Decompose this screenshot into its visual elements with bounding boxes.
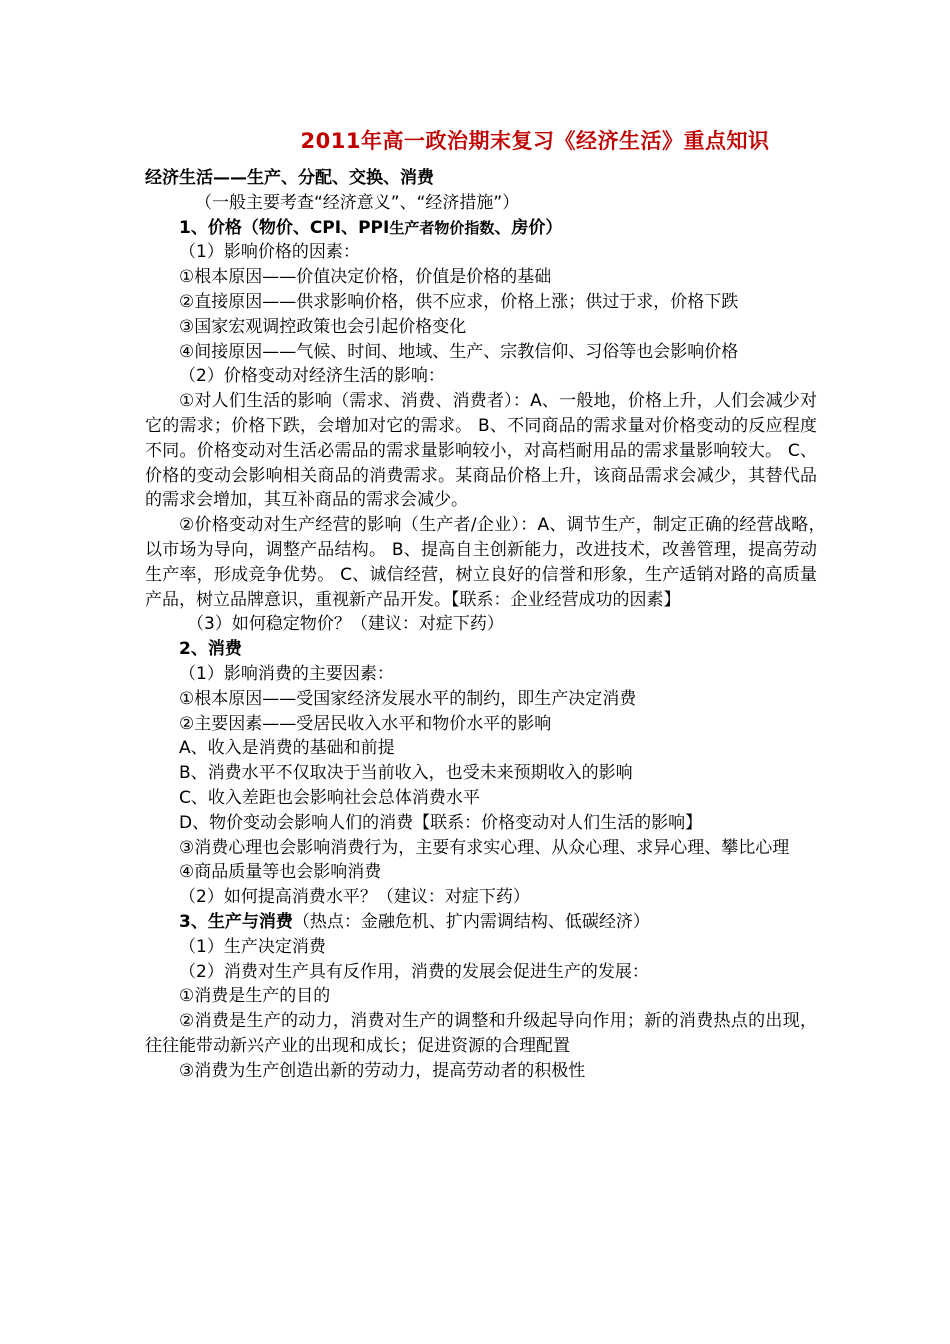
price-factor-3: ③国家宏观调控政策也会引起价格变化 xyxy=(179,316,467,337)
price-heading xyxy=(145,216,817,241)
price-heading-a: 1、价格（物价、CPI、PPI xyxy=(179,217,390,238)
consumption-factor-1: ①根本原因——受国家经济发展水平的制约，即生产决定消费 xyxy=(179,688,637,709)
production-consumption-3: ③消费为生产创造出新的劳动力，提高劳动者的积极性 xyxy=(179,1060,586,1081)
consumption-factor-2: ②主要因素——受居民收入水平和物价水平的影响 xyxy=(179,713,552,734)
price-factor-4: ④间接原因——气候、时间、地域、生产、宗教信仰、习俗等也会影响价格 xyxy=(179,341,739,362)
section-note: （一般主要考查“经济意义”、“经济措施”） xyxy=(195,192,520,213)
document-body xyxy=(145,166,834,1083)
production-heading-text: 3、生产与消费 xyxy=(179,911,293,932)
consumption-factor-d: D、物价变动会影响人们的消费【联系：价格变动对人们生活的影响】 xyxy=(179,812,703,833)
price-factor-2: ②直接原因——供求影响价格，供不应求，价格上涨；供过于求，价格下跌 xyxy=(179,291,739,312)
price-effect-2-link: 【联系：企业经营成功的因素】 xyxy=(451,589,681,610)
price-effect-2-text: ②价格变动对生产经营的影响（生产者/企业）：A、调节生产，制定正确的经营战略， 以市场为导向，调整产品结构。 B、提高自主创新能力，改进技术，改善管理，提高劳动生产率，形成竞争优势。 C、诚信经营，树立良好的信誉和形象，生产适销对路的高质量产品，树立品牌意识，重视新产品开发。 xyxy=(145,515,834,610)
production-point-1: （1）生产决定消费 xyxy=(179,936,326,957)
page-title-text: 2011年高一政治期末复习《经济生活》重点知识 xyxy=(300,129,770,153)
price-factors-title: （1）影响价格的因素： xyxy=(179,242,360,263)
consumption-factor-4: ④商品质量等也会影响消费 xyxy=(179,862,382,883)
price-effects-title: （2）价格变动对经济生活的影响： xyxy=(179,366,445,387)
price-effect-2 xyxy=(145,513,834,612)
price-stabilize: （3）如何稳定物价？（建议：对症下药） xyxy=(187,614,504,635)
production-heading-note: （热点：金融危机、扩内需调结构、低碳经济） xyxy=(292,911,650,932)
production-consumption-2: ②消费是生产的动力，消费对生产的调整和升级起导向作用；新的消费热点的出现，往往能带动新兴产业的出现和成长；促进资源的合理配置 xyxy=(145,1011,817,1056)
consumption-factor-c: C、收入差距也会影响社会总体消费水平 xyxy=(179,787,480,808)
price-factor-1: ①根本原因——价值决定价格，价值是价格的基础 xyxy=(179,267,552,288)
production-point-2: （2）消费对生产具有反作用，消费的发展会促进生产的发展： xyxy=(179,961,649,982)
price-effect-1: ①对人们生活的影响（需求、消费、消费者）：A、一般地，价格上升，人们会减少对它的需求；价格下跌，会增加对它的需求。 B、不同商品的需求量对价格变动的反应程度不同。价格变动对生活必需品的需求量影响较小，对高档耐用品的需求量影响较大。 C、价格的变动会影响相关商品的消费需求。某商品价格上升，该商品需求会减少，其替代品的需求会增加，其互补商品的需求会减少。 xyxy=(145,391,817,511)
consumption-raise: （2）如何提高消费水平？（建议：对症下药） xyxy=(179,887,530,908)
page-title xyxy=(0,125,950,155)
price-heading-b: 生产者物价指数 xyxy=(389,218,495,237)
consumption-factors-title: （1）影响消费的主要因素： xyxy=(179,663,394,684)
consumption-heading: 2、消费 xyxy=(179,639,242,660)
section-heading: 经济生活——生产、分配、交换、消费 xyxy=(145,168,434,188)
price-heading-c: 、房价） xyxy=(494,217,563,238)
consumption-factor-3: ③消费心理也会影响消费行为，主要有求实心理、从众心理、求异心理、攀比心理 xyxy=(179,837,790,858)
production-consumption-1: ①消费是生产的目的 xyxy=(179,986,331,1007)
consumption-factor-b: B、消费水平不仅取决于当前收入，也受未来预期收入的影响 xyxy=(179,763,633,784)
consumption-factor-a: A、收入是消费的基础和前提 xyxy=(179,738,395,759)
production-heading xyxy=(145,910,817,935)
